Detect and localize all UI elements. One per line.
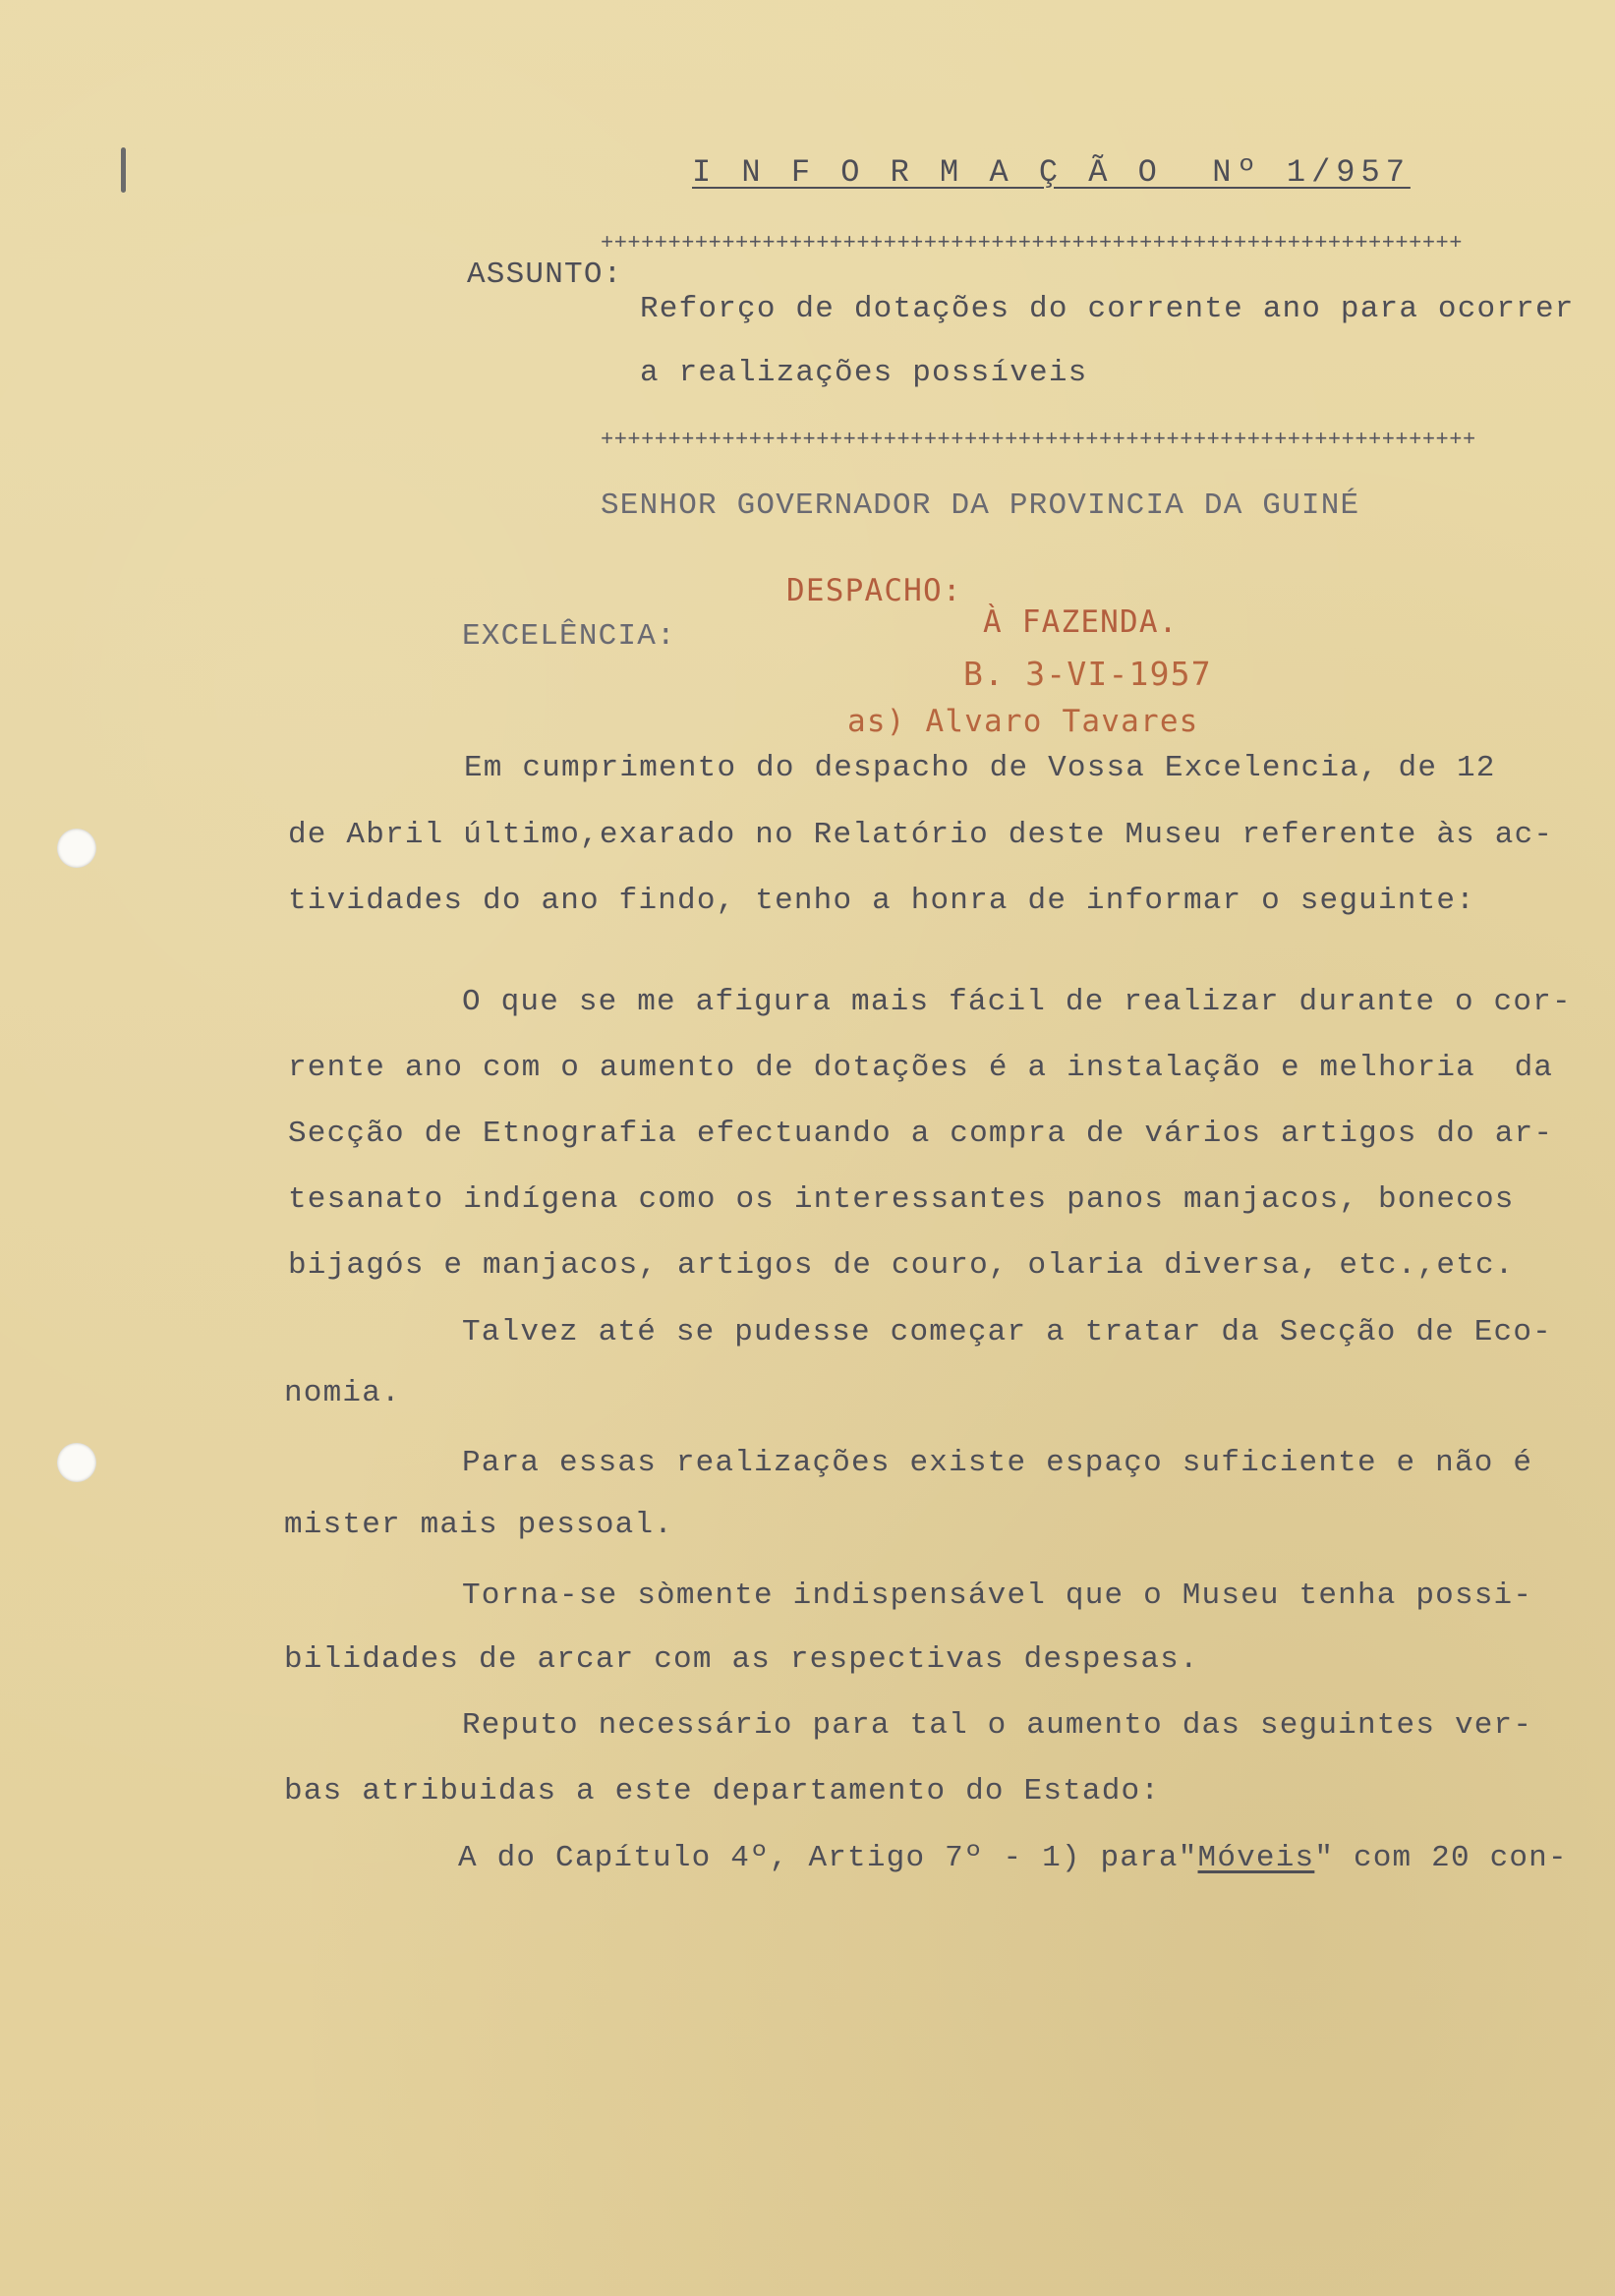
last-line-end: " com 20 con- — [1314, 1841, 1568, 1875]
separator-top: ++++++++++++++++++++++++++++++++++++++++++++++++++++++++++++++++ — [601, 231, 1463, 256]
despacho-label: DESPACHO: — [786, 573, 962, 608]
body-line-12: mister mais pessoal. — [284, 1508, 674, 1542]
subject-line-1: Reforço de dotações do corrente ano para ocorrer — [640, 292, 1575, 326]
body-line-3: tividades do ano findo, tenho a honra de informar o seguinte: — [288, 884, 1475, 918]
subject-label: ASSUNTO: — [467, 258, 623, 292]
body-line-7: tesanato indígena como os interessantes panos manjacos, bonecos — [288, 1182, 1515, 1217]
body-line-10: nomia. — [284, 1376, 401, 1410]
body-line-5: rente ano com o aumento de dotações é a instalação e melhoria da — [288, 1051, 1554, 1085]
body-line-16: bas atribuidas a este departamento do Estado: — [284, 1774, 1161, 1808]
salutation: EXCELÊNCIA: — [462, 619, 676, 654]
body-line-14: bilidades de arcar com as respectivas despesas. — [284, 1642, 1199, 1677]
body-line-1: Em cumprimento do despacho de Vossa Excelencia, de 12 — [464, 751, 1496, 785]
body-line-15: Reputo necessário para tal o aumento das seguintes ver- — [462, 1708, 1533, 1743]
punch-hole-bottom — [57, 1443, 96, 1482]
body-line-9: Talvez até se pudesse começar a tratar da Secção de Eco- — [462, 1315, 1552, 1349]
despacho-line-1: À FAZENDA. — [983, 604, 1179, 640]
body-line-6: Secção de Etnografia efectuando a compra de vários artigos do ar- — [288, 1117, 1554, 1151]
last-line-underlined: Móveis — [1197, 1841, 1315, 1875]
document-title: I N F O R M A Ç Ã O Nº 1/957 — [692, 154, 1411, 191]
despacho-line-2: B. 3-VI-1957 — [963, 655, 1212, 693]
addressee: SENHOR GOVERNADOR DA PROVINCIA DA GUINÉ — [601, 488, 1360, 523]
body-line-4: O que se me afigura mais fácil de realizar durante o cor- — [462, 985, 1572, 1019]
subject-line-2: a realizações possíveis — [640, 356, 1088, 390]
edge-mark — [121, 147, 126, 193]
despacho-signature: as) Alvaro Tavares — [847, 704, 1199, 739]
body-line-2: de Abril último,exarado no Relatório deste Museu referente às ac- — [288, 818, 1554, 852]
punch-hole-top — [57, 829, 96, 868]
body-line-13: Torna-se sòmente indispensável que o Museu tenha possi- — [462, 1578, 1533, 1613]
body-line-8: bijagós e manjacos, artigos de couro, olaria diversa, etc.,etc. — [288, 1248, 1515, 1283]
separator-bottom: +++++++++++++++++++++++++++++++++++++++++++++++++++++++++++++++++ — [601, 428, 1476, 452]
body-line-17 — [458, 1841, 1568, 1876]
body-line-11: Para essas realizações existe espaço suficiente e não é — [462, 1446, 1533, 1480]
last-line-start: A do Capítulo 4º, Artigo 7º - 1) para" — [458, 1841, 1198, 1875]
